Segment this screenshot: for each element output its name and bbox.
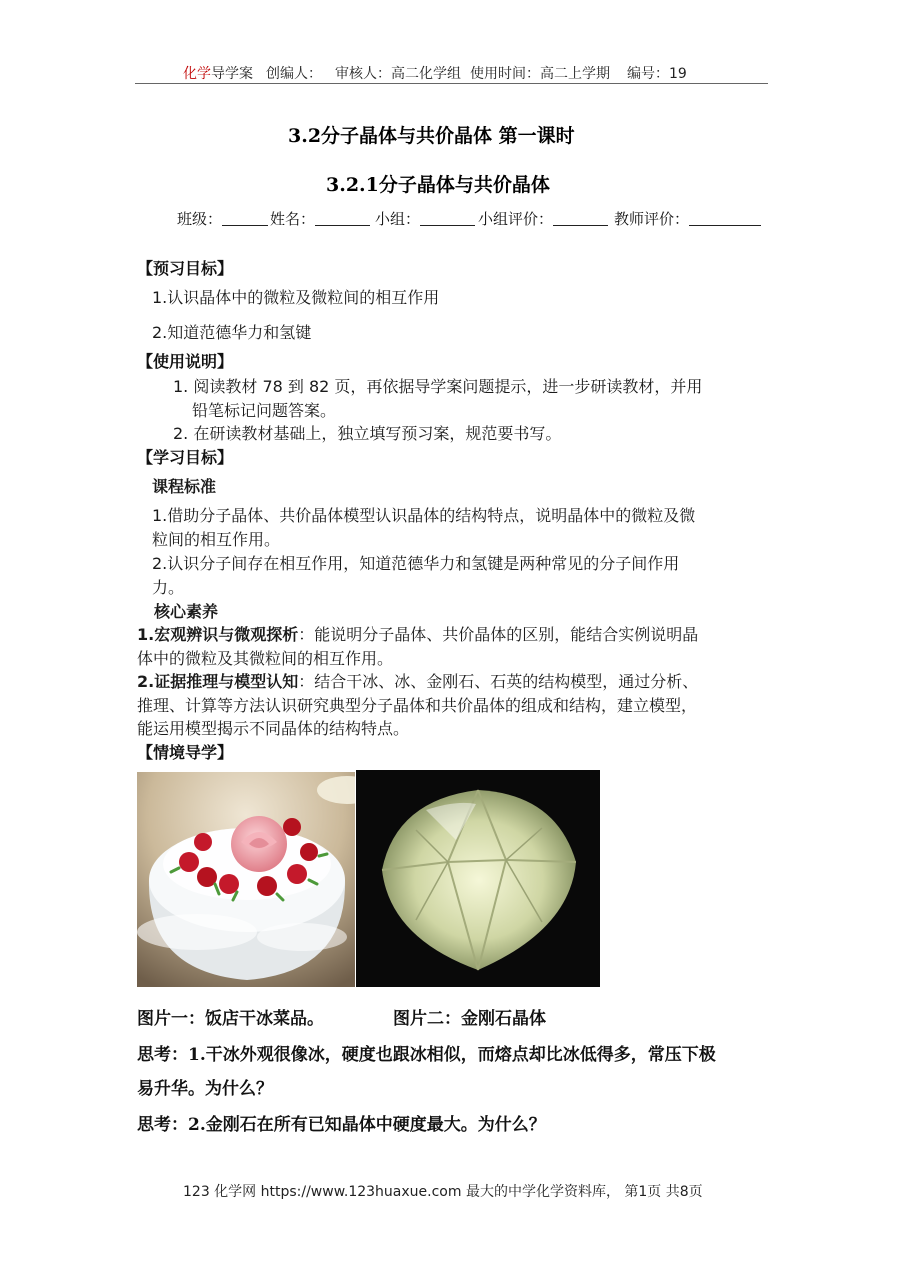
usage-item-1-line-2: 铅笔标记问题答案。 [192,401,337,420]
usage-heading: 【使用说明】 [137,352,234,371]
standard-2-line-2: 力。 [152,578,185,597]
author-label: 创编人： [266,66,322,82]
header-rule [135,83,768,84]
group-label: 小组： [375,210,421,228]
standard-2-line-1: 2.认识分子间存在相互作用，知道范德华力和氢键是两种常见的分子间作用 [152,554,680,573]
learning-heading: 【学习目标】 [137,448,234,467]
page-subtitle: 3.2.1分子晶体与共价晶体 [326,174,550,196]
standard-title: 课程标准 [152,477,217,496]
teacher-eval-field[interactable] [614,208,761,229]
group-eval-label: 小组评价： [478,210,554,228]
page-footer: 123 化学网 https://www.123huaxue.com 最大的中学化学资料库， 第1页 共8页 [183,1184,703,1200]
core-2-line-2: 推理、计算等方法认识研究典型分子晶体和共价晶体的组成和结构，建立模型， [137,696,698,715]
situation-heading: 【情境导学】 [137,743,234,762]
core-2-line-3: 能运用模型揭示不同晶体的结构特点。 [137,719,410,738]
core-1-label: 1.宏观辨识与微观探析 [137,625,299,644]
usage-item-1-line-1: 1. 阅读教材 78 到 82 页，再依据导学案问题提示，进一步研读教材，并用 [173,377,703,396]
name-blank[interactable] [315,211,370,226]
brand-text: 导学案 [211,66,253,82]
group-eval-blank[interactable] [553,211,608,226]
preview-heading: 【预习目标】 [137,259,234,278]
page-title: 3.2分子晶体与共价晶体 第一课时 [288,125,575,147]
core-1-text: ：能说明分子晶体、共价晶体的区别，能结合实例说明晶 [298,625,699,644]
header-line [183,63,253,83]
group-eval-field[interactable] [478,208,608,229]
class-field[interactable] [177,208,268,229]
caption-1: 图片一：饭店干冰菜品。 [137,1009,324,1029]
class-blank[interactable] [222,211,268,226]
dry-ice-dish-image [137,772,355,987]
core-title: 核心素养 [154,602,219,621]
teacher-eval-label: 教师评价： [614,210,690,228]
core-2-text: ：结合干冰、冰、金刚石、石英的结构模型，通过分析、 [298,672,699,691]
brand-red-text: 化学 [183,66,211,82]
think-2: 思考：2.金刚石在所有已知晶体中硬度最大。为什么？ [137,1115,546,1135]
core-1-line-1 [137,622,698,645]
use-time-text: 使用时间：高二上学期 [470,66,610,82]
usage-item-2: 2. 在研读教材基础上，独立填写预习案，规范要书写。 [173,424,562,443]
name-label: 姓名： [270,210,316,228]
core-2-line-1 [137,669,698,692]
diamond-crystal-image [356,770,600,987]
name-field[interactable] [270,208,370,229]
class-label: 班级： [177,210,223,228]
preview-item-1: 1.认识晶体中的微粒及微粒间的相互作用 [152,288,440,307]
standard-1-line-1: 1.借助分子晶体、共价晶体模型认识晶体的结构特点，说明晶体中的微粒及微 [152,506,696,525]
standard-1-line-2: 粒间的相互作用。 [152,530,281,549]
number-text: 编号：19 [627,66,687,82]
teacher-eval-blank[interactable] [689,211,761,226]
caption-2: 图片二：金刚石晶体 [393,1009,546,1029]
group-field[interactable] [375,208,475,229]
reviewer-text: 审核人：高二化学组 [335,66,461,82]
core-1-line-2: 体中的微粒及其微粒间的相互作用。 [137,649,394,668]
preview-item-2: 2.知道范德华力和氢键 [152,323,312,342]
core-2-label: 2.证据推理与模型认知 [137,672,299,691]
think-1-line-1: 思考：1.干冰外观很像冰，硬度也跟冰相似，而熔点却比冰低得多，常压下极 [137,1045,716,1065]
group-blank[interactable] [420,211,475,226]
think-1-line-2: 易升华。为什么？ [137,1079,273,1099]
